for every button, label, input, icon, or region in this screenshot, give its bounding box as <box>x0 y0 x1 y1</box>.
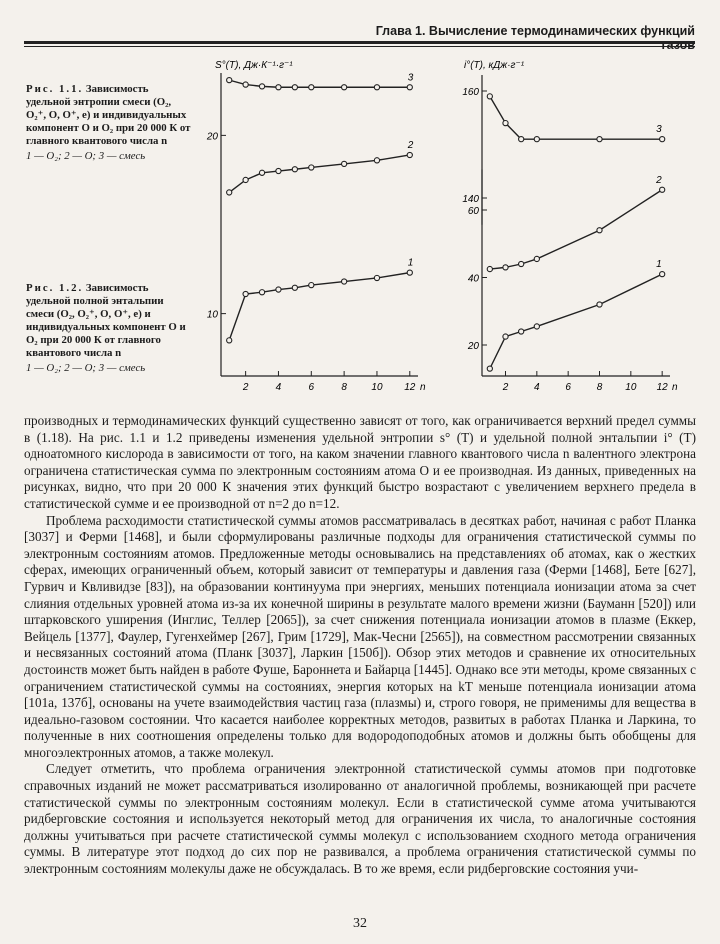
data-point <box>374 275 379 280</box>
caption-text: Зависимость удельной энтропии смеси (O₂, O₂⁺, O, O⁺, e) и индивидуальных компонент O и O₂ при 20 000 К от главного квантового числа n <box>26 83 191 147</box>
body-text <box>24 413 696 878</box>
caption-label: Рис. 1.2. <box>26 282 84 294</box>
y-tick-label: 40 <box>467 273 479 285</box>
data-point <box>342 161 347 166</box>
data-point <box>660 272 665 277</box>
x-tick-label: 6 <box>565 382 571 393</box>
data-point <box>534 324 539 329</box>
data-point <box>597 228 602 233</box>
data-point <box>374 85 379 90</box>
data-point <box>259 290 264 295</box>
data-point <box>227 78 232 83</box>
y-tick-label: 20 <box>206 131 218 143</box>
series-line <box>490 274 662 369</box>
paragraph: Проблема расходимости статистической суммы атомов рассматривалась в десятках работ, начиная с работ Планка [3037] и Ферми [1468], и были сформулированы различные подходы для ограничения статистической суммы по электронным состояниям атомов. Предложенные методы основывались на представлениях об атомах, как о жестких сферах, имеющих ограниченный объем, который зависит от температуры и давления газа (Ферми [1468], Бете [627], Гурвич и Квливидзе [83]), на образовании континуума при энергиях, меньших потенциала ионизации атома за счет слияния отдельных уровней атома из-за их конечной ширины в результате малого времени жизни (Бауманн [520]) или штарковского уширения (Инглис, Теллер [2065]), за счет снижения потенциала ионизации атомов в плазме (Еккер, Вейцель [1377], Фаулер, Гугенхеймер [267], Грим [1729], Мак-Чесни [2565]), на совместном рассмотрении связанных и несвязанных состояний атома (Планк [3037], Ларкин [150б]). Обзор этих методов и сравнение их относительных достоинств может быть найден в работе Фуше, Бароннета и Байарца [1445]. Однако все эти методы, кроме связанных с ограничением статистической суммы на состояниях, энергия которых на kT меньше потенциала ионизации атома [101а, 137б], основаны на учете взаимодействия частиц газа (плазмы) и, строго говоря, не применимы для вещества в идеально-газовом состоянии. Что касается наиболее корректных методов, развитых в работах Планка и Ларкина, то полученные в них соотношения определены только для водородоподобных атомов и должны быть обобщены для многоэлектронных атомов, а также молекул. <box>24 512 696 760</box>
data-point <box>487 366 492 371</box>
x-tick-label: 10 <box>625 382 637 393</box>
data-point <box>503 265 508 270</box>
paragraph: Следует отметить, что проблема ограничения электронной статистической суммы атомов при подготовке справочных изданий не может рассматриваться изолированно от аналогичной проблемы, возникающей при расчете статистической суммы по электронным состояниям молекул. Если в статистической сумме атома учитываются ридберговские состояния и используется некоторый метод для ограничения их числа, то аналогичные состояния должны учитываться при расчете статистической суммы молекул с использованием сходного метода ограничения суммы. В литературе этот подход до сих пор не развивался, а проблема ограничения статистической суммы по электронным состояниям молекулы даже не обсуждалась. В то же время, если ридберговские состояния учи- <box>24 761 696 877</box>
caption-legend: 1 — O₂; 2 — O; 3 — смесь <box>26 150 146 162</box>
data-point <box>292 285 297 290</box>
data-point <box>407 270 412 275</box>
data-point <box>597 137 602 142</box>
data-point <box>342 279 347 284</box>
figure-caption-1-2 <box>26 282 192 375</box>
data-point <box>243 177 248 182</box>
data-point <box>534 137 539 142</box>
series-line <box>229 80 410 87</box>
data-point <box>660 137 665 142</box>
x-tick-label: 4 <box>534 382 540 393</box>
data-point <box>503 121 508 126</box>
data-point <box>503 334 508 339</box>
series-line <box>229 155 410 192</box>
page-number: 32 <box>353 916 367 931</box>
chart-enthalpy <box>452 58 697 398</box>
series-label: 2 <box>656 174 662 186</box>
caption-legend: 1 — O₂; 2 — O; 3 — смесь <box>26 362 146 374</box>
data-point <box>519 137 524 142</box>
header-rule <box>24 41 695 44</box>
y-axis-label: S°(T), Дж·К⁻¹·г⁻¹ <box>215 60 293 71</box>
figure-caption-1-1 <box>26 83 192 163</box>
paragraph: производных и термодинамических функций существенно зависят от того, как ограничивается верхний предел суммы в (1.18). На рис. 1.1 и 1.2 приведены изменения удельной энтропии s° (T) и удельной полной энтальпии i° (T) одноатомного кислорода в зависимости от того, на каком значении главного квантового числа n валентного электрона ограничена статистическая сумма по электронным состояниям атома O и ее производная. Из данных, приведенных на рисунках, видно, что при 20 000 К значения этих функций быстро возрастают с увеличением верхнего предела в статистической сумме и ее производной от n=2 до n=12. <box>24 413 696 511</box>
data-point <box>374 158 379 163</box>
data-point <box>259 84 264 89</box>
x-tick-label: 12 <box>656 382 668 393</box>
series-label: 3 <box>656 124 662 136</box>
data-point <box>243 82 248 87</box>
x-tick-label: 2 <box>502 382 509 393</box>
x-tick-label: 2 <box>242 382 249 393</box>
series-line <box>490 96 662 139</box>
y-tick-label: 160 <box>462 87 479 98</box>
y-tick-label: 10 <box>206 309 218 321</box>
x-tick-label: 8 <box>341 382 347 393</box>
series-label: 1 <box>656 259 662 271</box>
series-label: 1 <box>407 257 414 269</box>
data-point <box>407 85 412 90</box>
header-rule-thin <box>24 46 695 47</box>
data-point <box>259 170 264 175</box>
data-point <box>276 85 281 90</box>
data-point <box>534 256 539 261</box>
y-axis-label: i°(T), кДж·г⁻¹ <box>464 60 525 71</box>
data-point <box>292 85 297 90</box>
data-point <box>519 329 524 334</box>
data-point <box>292 167 297 172</box>
data-point <box>309 85 314 90</box>
x-tick-label: 6 <box>308 382 315 393</box>
x-tick-label: 4 <box>275 382 282 393</box>
data-point <box>342 85 347 90</box>
y-tick-label: 60 <box>467 206 479 217</box>
y-tick-label: 20 <box>467 341 479 352</box>
series-label: 3 <box>407 72 414 84</box>
running-header: Глава 1. Вычисление термодинамических функций газов <box>375 24 695 52</box>
series-label: 2 <box>407 139 414 151</box>
caption-label: Рис. 1.1. <box>26 83 84 95</box>
data-point <box>309 165 314 170</box>
data-point <box>519 261 524 266</box>
y-tick-label: 140 <box>462 194 479 205</box>
data-point <box>407 152 412 157</box>
data-point <box>276 287 281 292</box>
data-point <box>597 302 602 307</box>
x-tick-label: 8 <box>596 382 603 393</box>
data-point <box>309 283 314 288</box>
caption-text: Зависимость удельной полной энтальпии смеси (O₂, O₂⁺, O, O⁺, e) и индивидуальных компонент O и O₂ при 20 000 К от главного квантового числа n <box>26 282 186 359</box>
series-line <box>229 273 410 341</box>
data-point <box>243 291 248 296</box>
data-point <box>660 187 665 192</box>
chart-entropy <box>200 58 440 398</box>
series-line <box>490 190 662 269</box>
x-axis-label: n <box>420 382 426 393</box>
data-point <box>487 94 492 99</box>
data-point <box>276 168 281 173</box>
x-tick-label: 12 <box>404 382 416 393</box>
data-point <box>227 338 232 343</box>
x-tick-label: 10 <box>371 382 383 393</box>
data-point <box>487 266 492 271</box>
data-point <box>227 190 232 195</box>
x-axis-label: n <box>672 382 678 393</box>
